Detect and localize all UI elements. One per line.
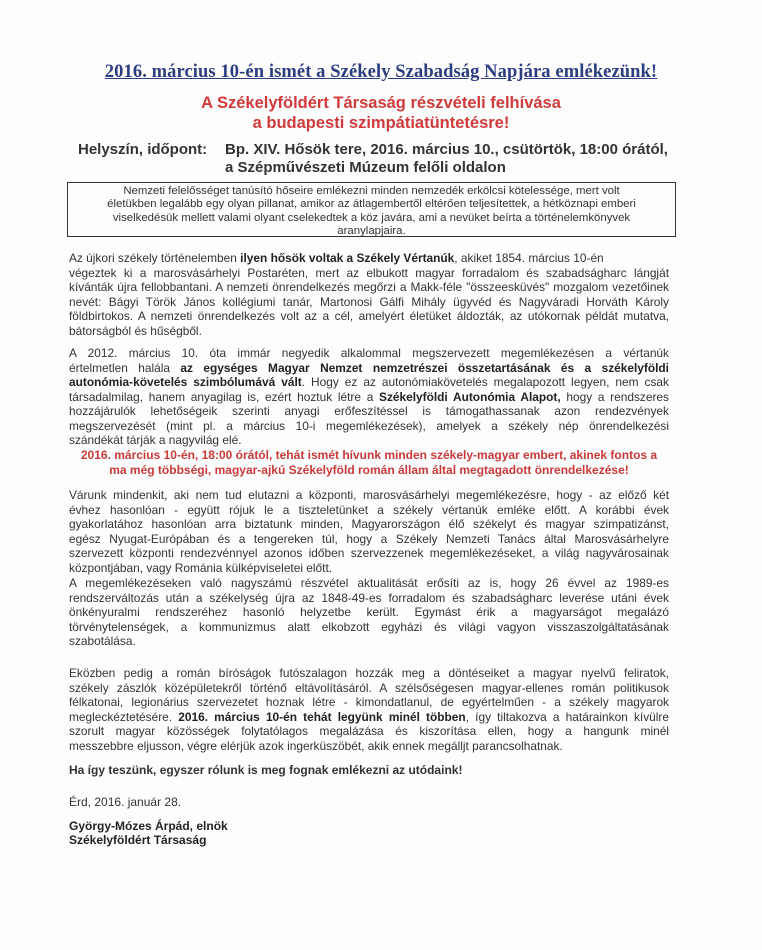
paragraph-line: értelmetlen halála az egységes Magyar Nemzet nemzetrészei összetartásának és a székelyföldi bbox=[69, 360, 669, 375]
paragraph-line: A megemlékezéseken való nagyszámú részvétel aktualitását erősíti az is, hogy 26 évvel az 1989-es bbox=[69, 576, 669, 590]
location-line: Bp. XIV. Hősök tere, 2016. március 10., csütörtök, 18:00 órától, bbox=[225, 141, 668, 158]
page-title: 2016. március 10-én ismét a Székely Szabadság Napjára emlékezünk! bbox=[104, 62, 658, 82]
paragraph-line: bátorságból és hűségből. bbox=[69, 323, 202, 338]
paragraph-line: társadalmilag, hanem anyagilag is, ezért hoztuk létre a Székelyföldi Autonómia Alapot, hogy a rendszeres bbox=[69, 389, 669, 404]
quote-line: viselkedésük mellett valami olyant cselekedtek a köz javára, ami a nevüket beírta a történelemkönyvek bbox=[112, 211, 631, 224]
paragraph-line: földbirtokos. A nemzeti önrendelkezés volt az a cél, amelyért életüket áldozták, az utókornak példát mutatva, bbox=[69, 309, 669, 323]
paragraph-4 bbox=[69, 576, 669, 649]
subtitle-line: a budapesti szimpátiatüntetésre! bbox=[252, 114, 510, 132]
paragraph-line: megleckéztetésére. 2016. március 10-én tehát legyünk minél többen, így tiltakozva a határainkon kívülre bbox=[69, 709, 669, 724]
paragraph-line: Eközben pedig a román bíróságok futószalagon hozzák meg a döntéseiket a magyar nyelvű feliratok, bbox=[69, 666, 669, 680]
location-line: a Szépművészeti Múzeum felőli oldalon bbox=[225, 159, 506, 176]
call-to-action bbox=[69, 448, 669, 477]
paragraph-line: központjában, vagy Románia külképviseletei előtt. bbox=[69, 560, 333, 575]
closing-statement: Ha így teszünk, egyszer rólunk is meg fognak emlékezni az utódaink! bbox=[69, 763, 463, 777]
paragraph-line: nevét: Bágyi Török János kollégiumi tanár, Martonosi Gálfi Mihály ügyvéd és Nagyváradi Horváth Károly bbox=[69, 294, 669, 309]
paragraph-line: egész Nyugat-Európában és a tengereken túl, hogy a Székely Nemzeti Tanács által Marosvásárhelyre bbox=[69, 531, 669, 546]
paragraph-line: kívánták újra fellobbantani. A nemzeti önrendelkezés megőrzi a Makk-féle "összeesküvés" mozgalom vezetőinek bbox=[69, 280, 669, 294]
paragraph-line: autonómia-követelés szimbólumává vált. Hogy ez az autonómiakövetelés megalapozott legyen, nem csak bbox=[69, 375, 669, 389]
quote-line: aranylapjaira. bbox=[337, 225, 406, 238]
paragraph-line: félkatonai, legionárius szervezetet hoznak létre - kimondatlanul, de egyértelműen - a székely magyarok bbox=[69, 695, 669, 709]
subtitle bbox=[0, 93, 762, 133]
date-line: Érd, 2016. január 28. bbox=[69, 795, 182, 809]
paragraph-line: szervezett központi rendezvénnyel azonos időben szervezzenek megemlékezéseket, a világ nagyvárosainak bbox=[69, 546, 669, 560]
paragraph-line: A 2012. március 10. óta immár negyedik alkalommal megszervezett megemlékezésen a vértanúk bbox=[69, 346, 669, 360]
call-line: ma még többségi, magyar-ajkú Székelyföld román állam által megtagadott önrendelkezése! bbox=[109, 462, 629, 477]
quote-line: Nemzeti felelősséget tanúsító hőseire emlékezni minden nemzedék erkölcsi kötelessége, mert volt bbox=[123, 185, 620, 197]
paragraph-line: gyakorlatához hasonlóan arra biztatunk minden, Magyarországon élő székelyt és magyar szimpatizánst, bbox=[69, 517, 669, 531]
paragraph-line: hozzájárulók lehetőségeik szerinti anyagi erőfeszítéssel is támogathassanak azon rendezvények bbox=[69, 404, 669, 418]
paragraph-line: messzebbre eljusson, végre elérjük azok ingerküszöbét, akik ennek megálljt parancsolhatnak. bbox=[69, 738, 563, 753]
paragraph-line: Az újkori székely történelemben ilyen hősök voltak a Székely Vértanúk, akiket 1854. március 10-én bbox=[69, 251, 604, 265]
paragraph-line: szorult magyar közösségek folytatólagos megalázása és kiszorítása ellen, hogy a hangunk minél bbox=[69, 724, 669, 738]
paragraph-line: szabotálása. bbox=[69, 634, 136, 648]
quote-box bbox=[67, 182, 676, 237]
quote-line: életükben legalább egy olyan pillanat, amikor az átlagembertől eltérően teljesítettek, a hétköznapi emberi bbox=[107, 198, 636, 211]
paragraph-1 bbox=[69, 251, 669, 338]
paragraph-line: szándékát tárják a nagyvilág elé. bbox=[69, 433, 242, 447]
paragraph-line: törvénytelenségek, a kommunizmus alatt elkobzott egyházi és világi vagyon visszaszolgáltatásának bbox=[69, 619, 669, 634]
paragraph-line: végeztek ki a marosvásárhelyi Postaréten, mert az elbukott magyar forradalom és szabadságharc lángját bbox=[69, 265, 669, 280]
paragraph-3 bbox=[69, 488, 669, 575]
paragraph-2 bbox=[69, 346, 669, 448]
signature-org: Székelyföldért Társaság bbox=[69, 833, 207, 847]
paragraph-line: Várunk mindenkit, aki nem tud elutazni a központi, marosvásárhelyi megemlékezésre, hogy - az előző két bbox=[69, 488, 669, 502]
paragraph-line: székely zászlók középületekről történő eltávolításáról. A szélsőségesen magyar-ellenes román politikusok bbox=[69, 680, 669, 695]
signature-name: György-Mózes Árpád, elnök bbox=[69, 819, 228, 833]
call-line: 2016. március 10-én, 18:00 órától, tehát ismét hívunk minden székely-magyar embert, akinek fontos a bbox=[80, 448, 658, 462]
paragraph-line: megszervezését (mint pl. a március 10-i megemlékezések), amelyek a székely nép önrendelkezési bbox=[69, 418, 669, 433]
paragraph-line: rendszerváltozás után a székelység újra az 1848-49-es forradalom és szabadságharc leverése utáni évek bbox=[69, 590, 669, 605]
paragraph-line: évhez hasonlóan - együtt rójuk le a tiszteletünket a székely vértanúk emléke előtt. A korábbi évek bbox=[69, 502, 669, 517]
subtitle-line: A Székelyföldért Társaság részvételi felhívása bbox=[201, 94, 561, 112]
paragraph-5 bbox=[69, 666, 669, 753]
paragraph-line: önkényuralmi rendszeréhez hasonló helyzetbe került. Egymást érik a magyarságot megalázó bbox=[69, 605, 669, 619]
location-label: Helyszín, időpont: bbox=[78, 141, 208, 158]
location-value bbox=[225, 141, 705, 177]
signature bbox=[69, 819, 228, 847]
